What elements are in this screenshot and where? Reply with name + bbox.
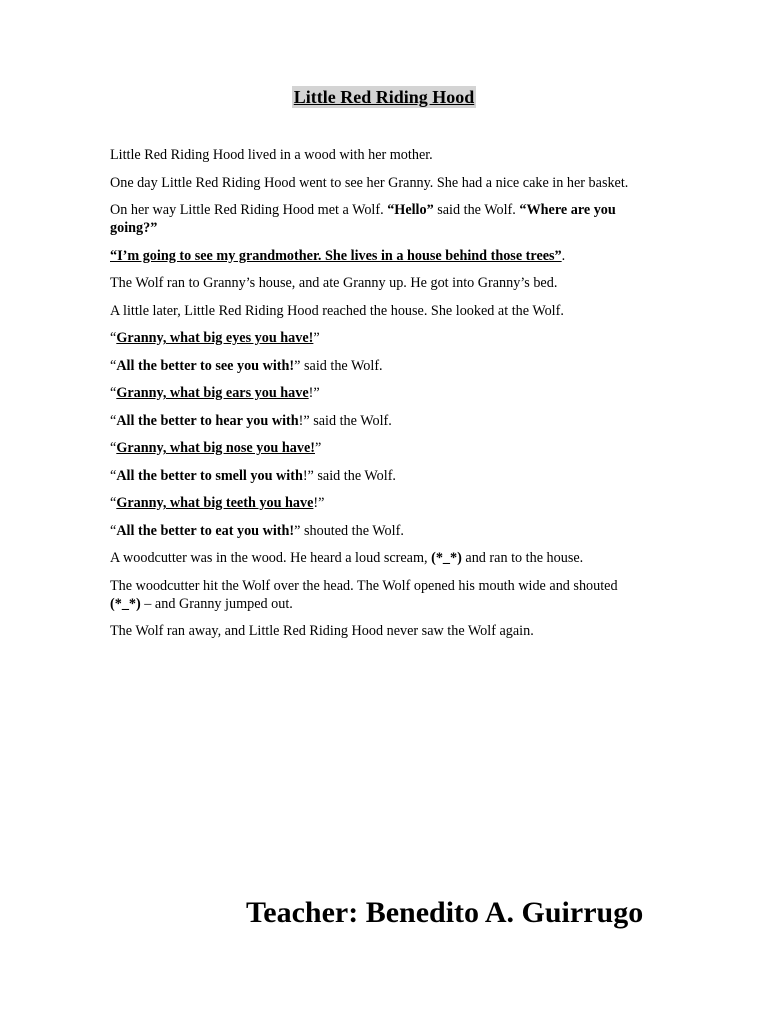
text: said the Wolf.: [433, 202, 520, 218]
text: A woodcutter was in the wood. He heard a loud scream,: [110, 550, 432, 566]
text-bold-underline: Granny, what big ears you have: [116, 385, 309, 401]
paragraph: [110, 247, 640, 265]
text: !” said the Wolf.: [302, 467, 396, 484]
paragraph: [110, 412, 640, 430]
paragraph: Little Red Riding Hood lived in a wood with her mother.: [110, 147, 433, 163]
text-bold: (*_*): [431, 550, 462, 566]
text: ” shouted the Wolf.: [294, 522, 404, 539]
text: The woodcutter hit the Wolf over the head. The Wolf opened his mouth wide and shouted: [110, 577, 618, 594]
paragraph: One day Little Red Riding Hood went to see her Granny. She had a nice cake in her basket.: [110, 174, 629, 191]
page-title: Little Red Riding Hood: [293, 87, 475, 107]
text-bold: All the better to see you with!: [116, 357, 295, 374]
text-bold-underline: Granny, what big nose you have!: [116, 440, 315, 456]
text: “: [110, 412, 117, 429]
text-bold: All the better to smell you with: [116, 467, 303, 484]
paragraph: [110, 577, 640, 613]
text-bold-underline: Granny, what big eyes you have!: [116, 330, 314, 346]
text-bold-underline: “I’m going to see my grandmother. She lives in a house behind those trees”: [110, 247, 562, 264]
text-bold: All the better to hear you with: [116, 412, 299, 429]
text-bold: (*_*): [110, 595, 141, 612]
text: “: [110, 522, 117, 539]
story-body: [110, 146, 640, 650]
paragraph: [110, 357, 640, 375]
paragraph: A little later, Little Red Riding Hood reached the house. She looked at the Wolf.: [110, 302, 564, 319]
paragraph: The Wolf ran to Granny’s house, and ate Granny up. He got into Granny’s bed.: [110, 275, 558, 291]
paragraph: [110, 384, 640, 402]
text: !”: [308, 385, 320, 401]
text: ” said the Wolf.: [294, 357, 383, 374]
paragraph: [110, 329, 640, 347]
text-bold: “Hello”: [387, 202, 434, 218]
text: !”: [313, 495, 325, 511]
paragraph: [110, 467, 640, 485]
text: “: [110, 467, 117, 484]
text: – and Granny jumped out.: [140, 595, 293, 612]
text: .: [561, 247, 566, 264]
paragraph: The Wolf ran away, and Little Red Riding Hood never saw the Wolf again.: [110, 623, 534, 639]
text: ”: [314, 440, 322, 456]
paragraph: [110, 522, 640, 540]
text-bold-underline: Granny, what big teeth you have: [116, 495, 314, 511]
title-wrap: [0, 86, 768, 108]
paragraph: [110, 439, 640, 457]
text: !” said the Wolf.: [298, 412, 392, 429]
text-bold: All the better to eat you with!: [116, 522, 295, 539]
text: On her way Little Red Riding Hood met a Wolf.: [110, 202, 388, 218]
text: “: [110, 330, 117, 346]
text: ”: [313, 330, 320, 346]
paragraph: [110, 549, 640, 567]
text-bold: “Where are you going?”: [110, 202, 616, 236]
paragraph: [110, 201, 640, 237]
text: “: [110, 440, 117, 456]
text: “: [110, 357, 117, 374]
text: “: [110, 495, 117, 511]
text: and ran to the house.: [461, 550, 584, 566]
text: “: [110, 385, 117, 401]
teacher-credit: Teacher: Benedito A. Guirrugo: [246, 896, 644, 929]
paragraph: [110, 494, 640, 512]
